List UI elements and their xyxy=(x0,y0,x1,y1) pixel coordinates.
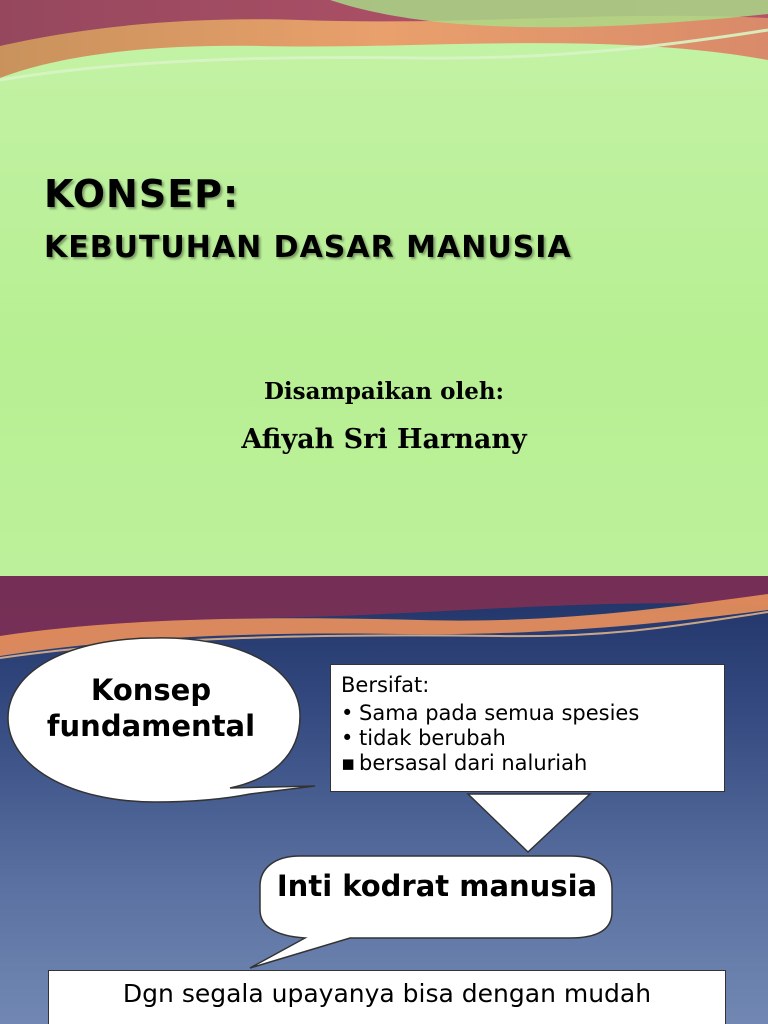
property-text: bersasal dari naluriah xyxy=(359,751,588,775)
slide-title: KONSEP: xyxy=(44,172,240,216)
square-bullet-icon: ▪ xyxy=(341,751,356,775)
presented-by-label: Disampaikan oleh: xyxy=(263,378,505,405)
bullet-icon: • xyxy=(341,701,354,725)
core-human-nature-label: Inti kodrat manusia xyxy=(276,869,598,903)
decorative-wave-top xyxy=(0,0,768,110)
properties-heading: Bersifat: xyxy=(341,673,430,697)
arrow-down-icon xyxy=(468,794,590,852)
note-box xyxy=(48,970,726,1024)
property-item xyxy=(341,701,714,725)
bullet-icon: • xyxy=(341,726,354,750)
presenter-name: Afiyah Sri Harnany xyxy=(241,424,527,455)
property-item xyxy=(341,726,714,750)
properties-list xyxy=(341,701,714,775)
concept-fundamental-label: Konsep fundamental xyxy=(46,673,256,744)
properties-box xyxy=(330,664,725,792)
property-item xyxy=(341,751,714,775)
note-text: Dgn segala upayanya bisa dengan mudah xyxy=(122,979,652,1008)
slide-subtitle: KEBUTUHAN DASAR MANUSIA xyxy=(44,230,572,265)
concept-slide xyxy=(0,576,768,1024)
property-text: tidak berubah xyxy=(359,726,506,750)
property-text: Sama pada semua spesies xyxy=(359,701,640,725)
diagram-shapes xyxy=(0,576,768,1024)
